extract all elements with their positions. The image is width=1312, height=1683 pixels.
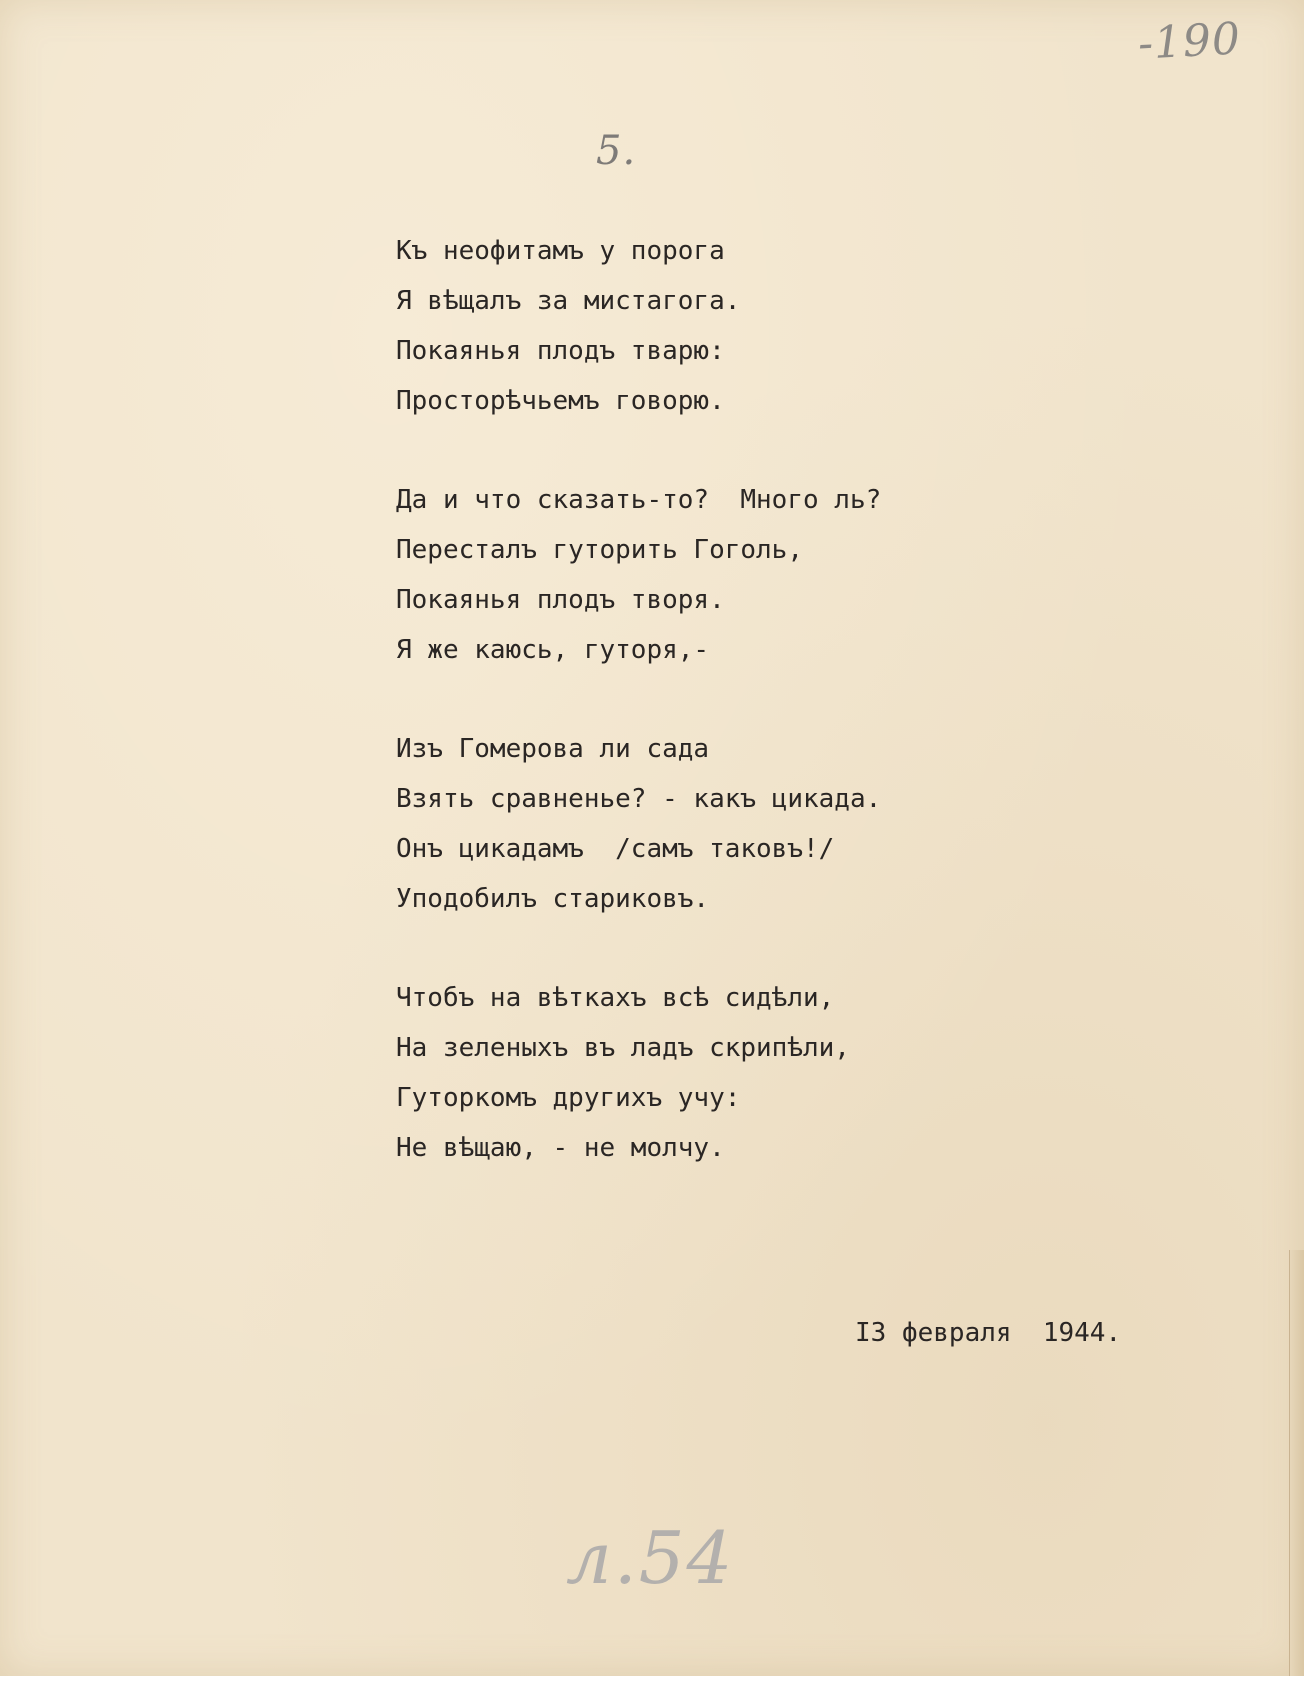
archive-number: -190 xyxy=(1136,13,1243,70)
poem-line: Къ неофитамъ у порога xyxy=(396,236,725,266)
poem-line: Я вѣщалъ за мистагога. xyxy=(396,286,741,316)
date-line: I3 февраля 1944. xyxy=(855,1318,1122,1348)
page-number: 5. xyxy=(596,128,637,174)
poem-line: Не вѣщаю, - не молчу. xyxy=(396,1133,725,1163)
poem-line: Просторѣчьемъ говорю. xyxy=(396,386,725,416)
poem-line: Да и что сказать-то? Много ль? xyxy=(396,485,882,515)
poem-line: Взять сравненье? - какъ цикада. xyxy=(396,784,882,814)
stanza-4 xyxy=(396,973,1016,1173)
poem-line: Я же каюсь, гуторя,- xyxy=(396,635,710,665)
stanza-1 xyxy=(396,226,1016,426)
poem-line: Пересталъ гуторить Гоголь, xyxy=(396,535,803,565)
poem-line: Покаянья плодъ творя. xyxy=(396,585,725,615)
sheet-number: л.54 xyxy=(566,1516,735,1600)
poem-line: Покаянья плодъ тварю: xyxy=(396,336,725,366)
poem-line: На зеленыхъ въ ладъ скрипѣли, xyxy=(396,1033,850,1063)
poem xyxy=(396,226,1016,1222)
poem-line: Онъ цикадамъ /самъ таковъ!/ xyxy=(396,834,835,864)
poem-line: Уподобилъ стариковъ. xyxy=(396,884,710,914)
poem-line: Изъ Гомерова ли сада xyxy=(396,734,710,764)
poem-line: Гуторкомъ другихъ учу: xyxy=(396,1083,741,1113)
paper-edge xyxy=(1289,1250,1304,1676)
stanza-3 xyxy=(396,724,1016,924)
poem-line: Чтобъ на вѣткахъ всѣ сидѣли, xyxy=(396,983,835,1013)
stanza-2 xyxy=(396,475,1016,675)
